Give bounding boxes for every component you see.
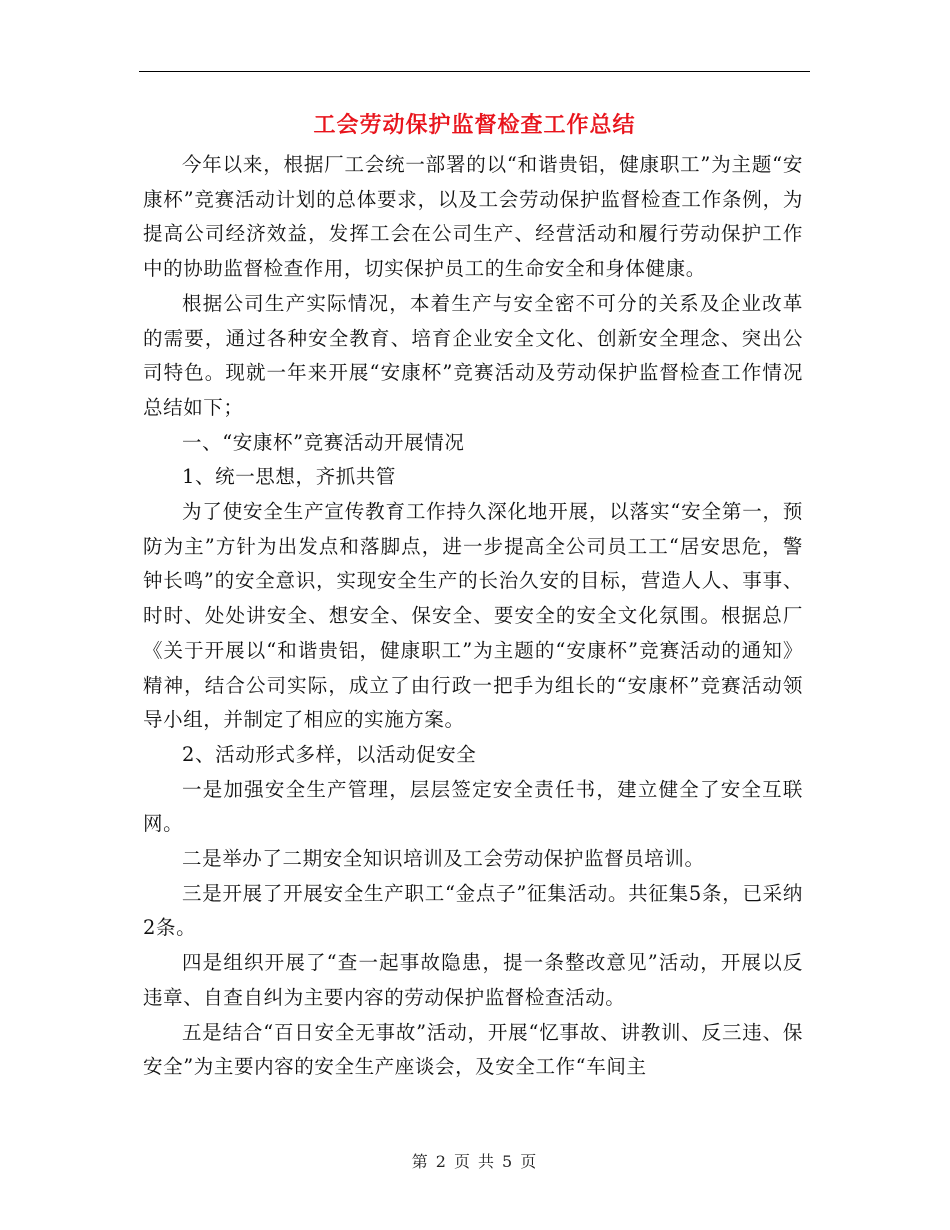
page-footer bbox=[0, 1150, 950, 1174]
total-label: 共 bbox=[478, 1152, 497, 1171]
section-heading-1: 一、“安康杯”竞赛活动开展情况 bbox=[182, 430, 465, 454]
total-unit: 页 bbox=[520, 1152, 539, 1171]
paragraph-intro: 今年以来，根据厂工会统一部署的以“和谐贵铝，健康职工”为主题“安康杯”竞赛活动计划的总体要求，以及工会劳动保护监督检查工作条例，为提高公司经济效益，发挥工会在公司生产、经营活动和履行劳动保护工作中的协助监督检查作用，切实保护员工的生命安全和身体健康。 bbox=[143, 153, 803, 281]
document-body bbox=[143, 148, 803, 1085]
list-item-1: 一是加强安全生产管理，层层签定安全责任书，建立健全了安全互联网。 bbox=[143, 777, 803, 836]
subsection-heading-2: 2、活动形式多样，以活动促安全 bbox=[182, 742, 477, 766]
page-unit: 页 bbox=[453, 1152, 472, 1171]
list-item-5: 五是结合“百日安全无事故”活动，开展“忆事故、讲教训、反三违、保安全”为主要内容的安全生产座谈会，及安全工作“车间主 bbox=[143, 1020, 803, 1079]
list-item-2: 二是举办了二期安全知识培训及工会劳动保护监督员培训。 bbox=[182, 847, 705, 871]
page-current: 2 bbox=[435, 1152, 448, 1171]
list-item-4: 四是组织开展了“查一起事故隐患，提一条整改意见”活动，开展以反违章、自查自纠为主要内容的劳动保护监督检查活动。 bbox=[143, 951, 803, 1009]
paragraph-overview: 根据公司生产实际情况，本着生产与安全密不可分的关系及企业改革的需要，通过各种安全教育、培育企业安全文化、创新安全理念、突出公司特色。现就一年来开展“安康杯”竞赛活动及劳动保护监督检查工作情况总结如下； bbox=[143, 291, 803, 419]
page-label: 第 bbox=[411, 1152, 430, 1171]
page-total: 5 bbox=[502, 1152, 515, 1171]
paragraph-unified-thinking: 为了使安全生产宣传教育工作持久深化地开展，以落实“安全第一，预防为主”方针为出发点和落脚点，进一步提高全公司员工工“居安思危，警钟长鸣”的安全意识，实现安全生产的长治久安的目标，营造人人、事事、时时、处处讲安全、想安全、保安全、要安全的安全文化氛围。根据总厂《关于开展以“和谐贵铝，健康职工”为主题的“安康杯”竞赛活动的通知》精神，结合公司实际，成立了由行政一把手为组长的“安康杯”竞赛活动领导小组，并制定了相应的实施方案。 bbox=[143, 500, 803, 732]
header-rule bbox=[139, 71, 810, 72]
page-title: 工会劳动保护监督检查工作总结 bbox=[313, 113, 636, 138]
list-item-3: 三是开展了开展安全生产职工“金点子”征集活动。共征集5条，已采纳2条。 bbox=[143, 881, 803, 940]
subsection-heading-1: 1、统一思想，齐抓共管 bbox=[182, 465, 397, 489]
